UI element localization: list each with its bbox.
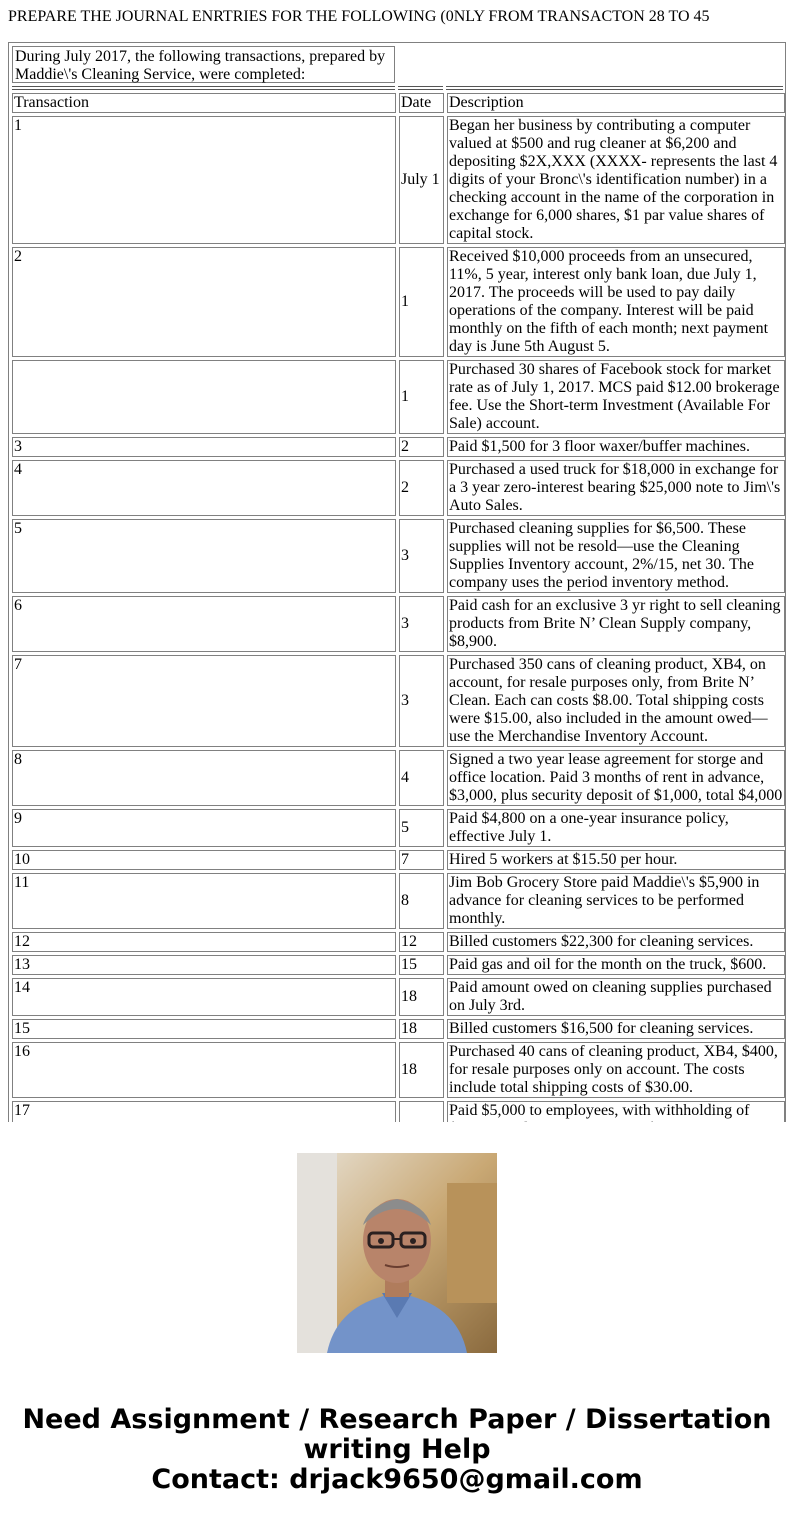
transaction-date: 4 [399, 750, 444, 806]
transaction-description: Purchased 350 cans of cleaning product, XB4, on account, for resale purposes only, from Brite N’ Clean. Each can costs $8.00. Total shipping costs were $15.00, also included in the amount owed—use the Merchandise Inventory Account. [447, 655, 785, 747]
transaction-date: 5 [399, 809, 444, 847]
header-row [12, 93, 785, 113]
transaction-date: 7 [399, 850, 444, 870]
transactions-table [9, 90, 788, 1178]
table-row [12, 809, 785, 847]
header-transaction: Transaction [12, 93, 396, 113]
transaction-description: Purchased 40 cans of cleaning product, XB4, $400, for resale purposes only on account. The costs include total shipping costs of $30.00. [447, 1042, 785, 1098]
transaction-description: Billed customers $16,500 for cleaning services. [447, 1019, 785, 1039]
transaction-date: 18 [399, 978, 444, 1016]
transaction-description: Paid $1,500 for 3 floor waxer/buffer machines. [447, 437, 785, 457]
transaction-number: 17 [12, 1101, 396, 1175]
person-portrait-icon [297, 1153, 497, 1353]
transaction-number: 5 [12, 519, 396, 593]
transaction-description: Paid amount owed on cleaning supplies purchased on July 3rd. [447, 978, 785, 1016]
transaction-number: 1 [12, 116, 396, 244]
author-photo [297, 1153, 497, 1353]
transaction-number: 10 [12, 850, 396, 870]
table-row [12, 955, 785, 975]
transaction-date: 3 [399, 655, 444, 747]
transaction-description: Purchased cleaning supplies for $6,500. These supplies will not be resold—use the Cleaning Supplies Inventory account, 2%/15, net 30. The company uses the period inventory method. [447, 519, 785, 593]
transaction-date: 3 [399, 596, 444, 652]
transaction-number [12, 360, 396, 434]
transaction-date: 18 [399, 1042, 444, 1098]
transaction-number: 7 [12, 655, 396, 747]
transaction-description: Billed customers $22,300 for cleaning services. [447, 932, 785, 952]
transaction-date: 18 [399, 1019, 444, 1039]
outer-table-frame [8, 42, 786, 1242]
table-row [12, 360, 785, 434]
transaction-description: Paid cash for an exclusive 3 yr right to sell cleaning products from Brite N’ Clean Supply company, $8,900. [447, 596, 785, 652]
transaction-description: Purchased 30 shares of Facebook stock for market rate as of July 1, 2017. MCS paid $12.00 brokerage fee. Use the Short-term Investment (Available For Sale) account. [447, 360, 785, 434]
table-row [12, 116, 785, 244]
transaction-date: July 1 [399, 116, 444, 244]
transaction-description: Paid $5,000 to employees, with withholding of [447, 1101, 785, 1175]
transaction-description: Received $10,000 proceeds from an unsecured, 11%, 5 year, interest only bank loan, due July 1, 2017. The proceeds will be used to pay daily operations of the company. Interest will be paid monthly on the fifth of each month; next payment day is June 5th August 5. [447, 247, 785, 357]
transaction-number: 15 [12, 1019, 396, 1039]
table-row [12, 437, 785, 457]
transaction-description: Paid $4,800 on a one-year insurance policy, effective July 1. [447, 809, 785, 847]
table-row [12, 1042, 785, 1098]
transaction-number: 9 [12, 809, 396, 847]
header-description: Description [447, 93, 785, 113]
promo-section [0, 1122, 794, 1523]
transaction-number: 11 [12, 873, 396, 929]
transaction-date: 2 [399, 460, 444, 516]
transaction-date: 2 [399, 437, 444, 457]
contact-banner [0, 1405, 794, 1495]
intro-text: During July 2017, the following transactions, prepared by Maddie\'s Cleaning Service, were completed: [12, 46, 395, 83]
transaction-number: 6 [12, 596, 396, 652]
banner-line-2: writing Help [303, 1434, 491, 1465]
transaction-number: 2 [12, 247, 396, 357]
transaction-description: Jim Bob Grocery Store paid Maddie\'s $5,900 in advance for cleaning services to be performed monthly. [447, 873, 785, 929]
transaction-number: 13 [12, 955, 396, 975]
transaction-number: 3 [12, 437, 396, 457]
banner-line-3: Contact: drjack9650@gmail.com [151, 1464, 643, 1495]
transaction-description: Paid gas and oil for the month on the truck, $600. [447, 955, 785, 975]
table-row [12, 1019, 785, 1039]
header-date: Date [399, 93, 444, 113]
page-heading: PREPARE THE JOURNAL ENRTRIES FOR THE FOLLOWING (0NLY FROM TRANSACTON 28 TO 45 [8, 8, 710, 25]
table-row [12, 932, 785, 952]
transaction-description: Purchased a used truck for $18,000 in exchange for a 3 year zero-interest bearing $25,000 note to Jim\'s Auto Sales. [447, 460, 785, 516]
transaction-description: Signed a two year lease agreement for storge and office location. Paid 3 months of rent in advance, $3,000, plus security deposit of $1,000, total $4,000 [447, 750, 785, 806]
transaction-description: Hired 5 workers at $15.50 per hour. [447, 850, 785, 870]
table-row [12, 978, 785, 1016]
transaction-number: 14 [12, 978, 396, 1016]
transaction-number: 4 [12, 460, 396, 516]
transaction-description: Began her business by contributing a computer valued at $500 and rug cleaner at $6,200 and depositing $2X,XXX (XXXX- represents the last 4 digits of your Bronc\'s identification number) in a checking account in the name of the corporation in exchange for 6,000 shares, $1 par value shares of capital stock. [447, 116, 785, 244]
transaction-date: 3 [399, 519, 444, 593]
transaction-date: 1 [399, 247, 444, 357]
transaction-number: 8 [12, 750, 396, 806]
table-row [12, 850, 785, 870]
transaction-date: 15 [399, 955, 444, 975]
transaction-date: 8 [399, 873, 444, 929]
table-row [12, 655, 785, 747]
transaction-date: 1 [399, 360, 444, 434]
transaction-number: 16 [12, 1042, 396, 1098]
transaction-number: 12 [12, 932, 396, 952]
table-row [12, 247, 785, 357]
table-row [12, 750, 785, 806]
table-row [12, 460, 785, 516]
table-row [12, 873, 785, 929]
table-row [12, 519, 785, 593]
banner-line-1: Need Assignment / Research Paper / Dissertation [22, 1404, 772, 1435]
transaction-date: 12 [399, 932, 444, 952]
table-row [12, 596, 785, 652]
